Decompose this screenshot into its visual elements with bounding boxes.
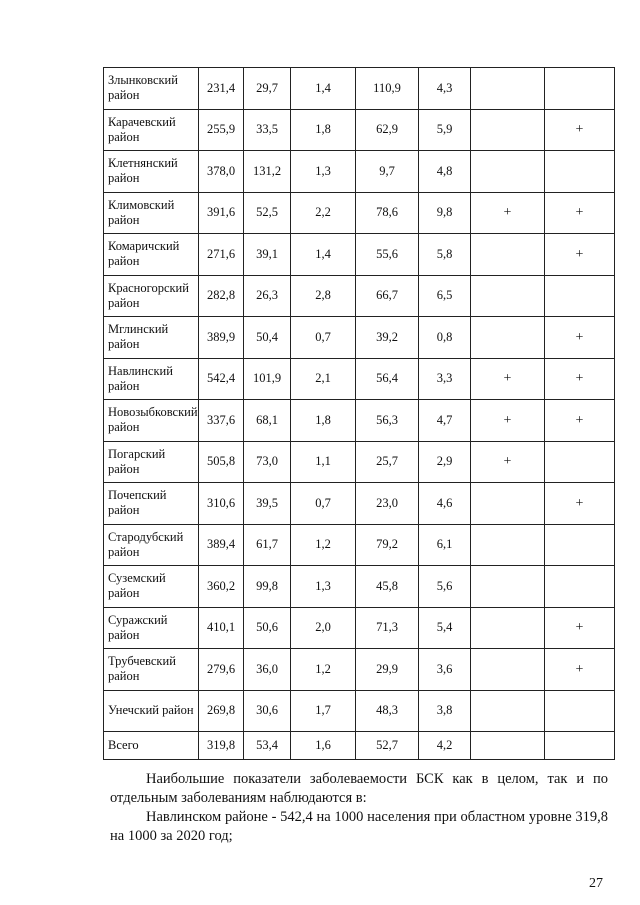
value-cell: 1,8: [291, 109, 356, 151]
value-cell: 33,5: [244, 109, 291, 151]
value-cell: 310,6: [199, 483, 244, 525]
mark-cell: +: [545, 192, 615, 234]
value-cell: 271,6: [199, 234, 244, 276]
value-cell: 61,7: [244, 524, 291, 566]
table-row: [104, 317, 615, 359]
value-cell: 50,4: [244, 317, 291, 359]
district-name: Клетнянский район: [104, 151, 199, 193]
value-cell: 62,9: [356, 109, 419, 151]
value-cell: 25,7: [356, 441, 419, 483]
table-row: [104, 109, 615, 151]
value-cell: 1,8: [291, 400, 356, 442]
mark-cell: [545, 566, 615, 608]
mark-cell: +: [545, 109, 615, 151]
mark-cell: [471, 109, 545, 151]
value-cell: 68,1: [244, 400, 291, 442]
mark-cell: [471, 317, 545, 359]
value-cell: 71,3: [356, 607, 419, 649]
value-cell: 1,3: [291, 566, 356, 608]
table-row: [104, 68, 615, 110]
value-cell: 1,7: [291, 690, 356, 732]
mark-cell: [545, 441, 615, 483]
district-name: Стародубский район: [104, 524, 199, 566]
value-cell: 9,7: [356, 151, 419, 193]
district-name: Красногорский район: [104, 275, 199, 317]
morbidity-table: [103, 67, 615, 760]
value-cell: 4,2: [419, 732, 471, 760]
value-cell: 52,7: [356, 732, 419, 760]
value-cell: 39,1: [244, 234, 291, 276]
value-cell: 110,9: [356, 68, 419, 110]
value-cell: 39,5: [244, 483, 291, 525]
mark-cell: [545, 151, 615, 193]
value-cell: 29,7: [244, 68, 291, 110]
value-cell: 255,9: [199, 109, 244, 151]
value-cell: 360,2: [199, 566, 244, 608]
value-cell: 378,0: [199, 151, 244, 193]
value-cell: 389,9: [199, 317, 244, 359]
district-name: Комаричский район: [104, 234, 199, 276]
value-cell: 1,4: [291, 234, 356, 276]
mark-cell: [471, 68, 545, 110]
value-cell: 5,6: [419, 566, 471, 608]
mark-cell: [471, 690, 545, 732]
value-cell: 1,2: [291, 524, 356, 566]
district-name: Погарский район: [104, 441, 199, 483]
mark-cell: [471, 649, 545, 691]
mark-cell: [471, 524, 545, 566]
table-row: [104, 566, 615, 608]
table-row: [104, 275, 615, 317]
value-cell: 4,8: [419, 151, 471, 193]
value-cell: 0,7: [291, 317, 356, 359]
mark-cell: +: [471, 192, 545, 234]
value-cell: 279,6: [199, 649, 244, 691]
mark-cell: [545, 524, 615, 566]
mark-cell: [545, 690, 615, 732]
table-row: [104, 192, 615, 234]
value-cell: 6,5: [419, 275, 471, 317]
value-cell: 4,3: [419, 68, 471, 110]
value-cell: 5,9: [419, 109, 471, 151]
mark-cell: [471, 607, 545, 649]
value-cell: 2,2: [291, 192, 356, 234]
value-cell: 55,6: [356, 234, 419, 276]
value-cell: 66,7: [356, 275, 419, 317]
value-cell: 1,3: [291, 151, 356, 193]
mark-cell: +: [545, 649, 615, 691]
district-name: Карачевский район: [104, 109, 199, 151]
value-cell: 1,2: [291, 649, 356, 691]
table-row: [104, 524, 615, 566]
value-cell: 542,4: [199, 358, 244, 400]
value-cell: 45,8: [356, 566, 419, 608]
mark-cell: [471, 566, 545, 608]
value-cell: 131,2: [244, 151, 291, 193]
value-cell: 282,8: [199, 275, 244, 317]
mark-cell: +: [471, 358, 545, 400]
value-cell: 23,0: [356, 483, 419, 525]
mark-cell: +: [545, 358, 615, 400]
district-name: Унечский район: [104, 690, 199, 732]
mark-cell: +: [545, 483, 615, 525]
table-row: [104, 151, 615, 193]
value-cell: 2,8: [291, 275, 356, 317]
value-cell: 36,0: [244, 649, 291, 691]
value-cell: 5,8: [419, 234, 471, 276]
district-name: Климовский район: [104, 192, 199, 234]
value-cell: 79,2: [356, 524, 419, 566]
value-cell: 53,4: [244, 732, 291, 760]
value-cell: 30,6: [244, 690, 291, 732]
value-cell: 4,7: [419, 400, 471, 442]
value-cell: 3,3: [419, 358, 471, 400]
value-cell: 2,9: [419, 441, 471, 483]
mark-cell: [471, 732, 545, 760]
paragraph-navlinsky: Навлинском районе - 542,4 на 1000 населения при областном уровне 319,8 на 1000 за 2020 год;: [110, 809, 608, 844]
value-cell: 50,6: [244, 607, 291, 649]
mark-cell: [545, 275, 615, 317]
value-cell: 78,6: [356, 192, 419, 234]
table-row: [104, 649, 615, 691]
district-name: Злынковский район: [104, 68, 199, 110]
value-cell: 48,3: [356, 690, 419, 732]
district-name: Новозыбковский район: [104, 400, 199, 442]
value-cell: 52,5: [244, 192, 291, 234]
value-cell: 56,3: [356, 400, 419, 442]
district-name: Суражский район: [104, 607, 199, 649]
value-cell: 1,1: [291, 441, 356, 483]
mark-cell: [471, 234, 545, 276]
district-name: Мглинский район: [104, 317, 199, 359]
value-cell: 1,6: [291, 732, 356, 760]
table-row: [104, 732, 615, 760]
value-cell: 39,2: [356, 317, 419, 359]
value-cell: 5,4: [419, 607, 471, 649]
table-row: [104, 690, 615, 732]
value-cell: 56,4: [356, 358, 419, 400]
value-cell: 410,1: [199, 607, 244, 649]
table-row: [104, 441, 615, 483]
value-cell: 101,9: [244, 358, 291, 400]
value-cell: 73,0: [244, 441, 291, 483]
table-row: [104, 358, 615, 400]
value-cell: 3,8: [419, 690, 471, 732]
mark-cell: [471, 483, 545, 525]
value-cell: 337,6: [199, 400, 244, 442]
value-cell: 505,8: [199, 441, 244, 483]
mark-cell: [545, 732, 615, 760]
value-cell: 0,8: [419, 317, 471, 359]
paragraph-summary: Наибольшие показатели заболеваемости БСК как в целом, так и по отдельным заболеваниям наблюдаются в:: [110, 771, 608, 806]
value-cell: 319,8: [199, 732, 244, 760]
page-number: 27: [589, 876, 603, 891]
district-name: Трубчевский район: [104, 649, 199, 691]
value-cell: 1,4: [291, 68, 356, 110]
table-row: [104, 400, 615, 442]
value-cell: 99,8: [244, 566, 291, 608]
value-cell: 26,3: [244, 275, 291, 317]
value-cell: 0,7: [291, 483, 356, 525]
value-cell: 3,6: [419, 649, 471, 691]
value-cell: 231,4: [199, 68, 244, 110]
mark-cell: +: [545, 317, 615, 359]
table-row: [104, 607, 615, 649]
district-name: Всего: [104, 732, 199, 760]
table-row: [104, 483, 615, 525]
value-cell: 269,8: [199, 690, 244, 732]
mark-cell: +: [471, 400, 545, 442]
mark-cell: [471, 151, 545, 193]
mark-cell: +: [545, 400, 615, 442]
table-row: [104, 234, 615, 276]
value-cell: 389,4: [199, 524, 244, 566]
value-cell: 391,6: [199, 192, 244, 234]
value-cell: 4,6: [419, 483, 471, 525]
district-name: Навлинский район: [104, 358, 199, 400]
value-cell: 29,9: [356, 649, 419, 691]
mark-cell: +: [545, 234, 615, 276]
value-cell: 2,1: [291, 358, 356, 400]
value-cell: 9,8: [419, 192, 471, 234]
district-name: Суземский район: [104, 566, 199, 608]
mark-cell: [471, 275, 545, 317]
value-cell: 2,0: [291, 607, 356, 649]
mark-cell: +: [545, 607, 615, 649]
mark-cell: +: [471, 441, 545, 483]
value-cell: 6,1: [419, 524, 471, 566]
table-body: [104, 68, 615, 760]
district-name: Почепский район: [104, 483, 199, 525]
mark-cell: [545, 68, 615, 110]
